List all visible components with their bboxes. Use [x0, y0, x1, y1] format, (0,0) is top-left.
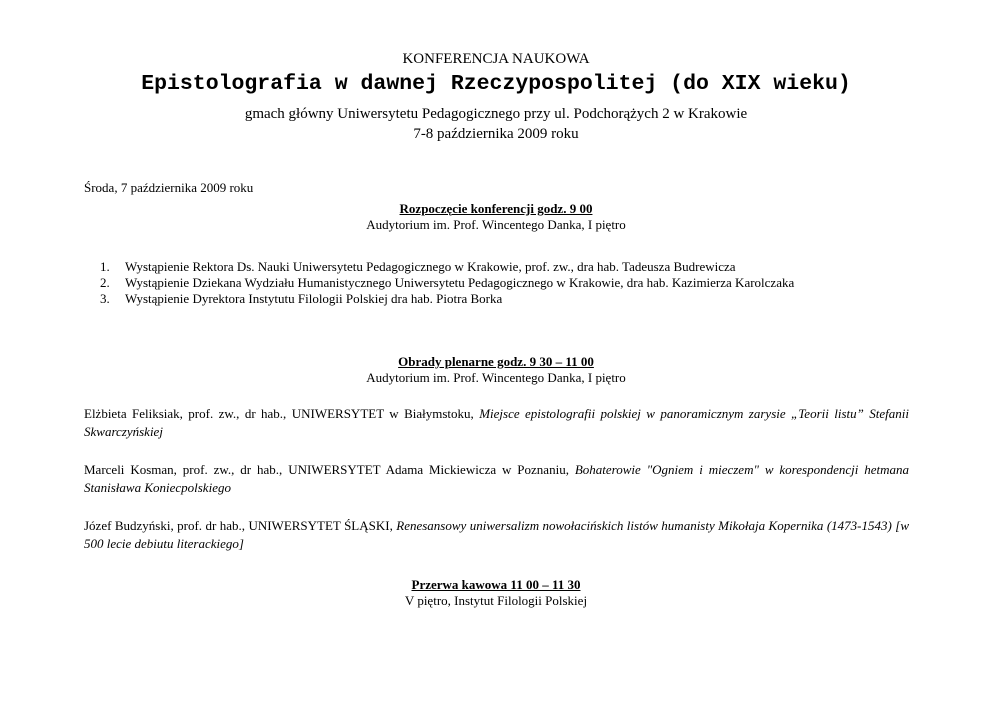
- opening-heading: Rozpoczęcie konferencji godz. 9 00: [399, 201, 593, 216]
- talk-speaker: Elżbieta Feliksiak, prof. zw., dr hab., UNIWERSYTET w Białymstoku,: [84, 406, 480, 421]
- coffee-break-location: V piętro, Instytut Filologii Polskiej: [404, 593, 588, 608]
- plenary-location: Audytorium im. Prof. Wincentego Danka, I piętro: [366, 370, 626, 385]
- list-item-text: Wystąpienie Rektora Ds. Nauki Uniwersytetu Pedagogicznego w Krakowie, prof. zw., dra hab. Tadeusza Budrewicza: [125, 259, 736, 274]
- conference-subtitle: [0, 104, 992, 144]
- talk-speaker: Marceli Kosman, prof. zw., dr hab., UNIWERSYTET Adama Mickiewicza w Poznaniu,: [84, 462, 575, 477]
- opening-speeches-list: [100, 259, 794, 307]
- talk-entry: [84, 517, 909, 553]
- talk-entry: [84, 461, 909, 497]
- conference-dates: 7-8 października 2009 roku: [413, 126, 579, 142]
- talk-entry: [84, 405, 909, 441]
- conference-venue: gmach główny Uniwersytetu Pedagogicznego przy ul. Podchorążych 2 w Krakowie: [244, 106, 748, 122]
- list-item: [100, 259, 794, 275]
- list-item-number: 3.: [100, 291, 110, 306]
- conference-kicker: KONFERENCJA NAUKOWA: [402, 51, 590, 67]
- plenary-section-header: [0, 354, 992, 386]
- list-item: [100, 275, 794, 291]
- list-item-number: 1.: [100, 259, 110, 274]
- talk-speaker: Józef Budzyński, prof. dr hab., UNIWERSYTET ŚLĄSKI,: [84, 518, 397, 533]
- talk-title: Miejsce epistolografii polskiej w panoramicznym zarysie „Teorii listu” Stefanii Skwarczyńskiej: [84, 406, 909, 439]
- coffee-break-header: [0, 577, 992, 609]
- list-item-text: Wystąpienie Dziekana Wydziału Humanistycznego Uniwersytetu Pedagogicznego w Krakowie, dra hab. Kazimierza Karolczaka: [125, 275, 795, 290]
- list-item-number: 2.: [100, 275, 110, 290]
- conference-title: Epistolografia w dawnej Rzeczypospolitej (do XIX wieku): [141, 72, 851, 96]
- coffee-break-heading: Przerwa kawowa 11 00 – 11 30: [411, 577, 581, 592]
- list-item-text: Wystąpienie Dyrektora Instytutu Filologii Polskiej dra hab. Piotra Borka: [125, 291, 503, 306]
- opening-location: Audytorium im. Prof. Wincentego Danka, I piętro: [366, 217, 626, 232]
- plenary-heading: Obrady plenarne godz. 9 30 – 11 00: [398, 354, 594, 369]
- talk-title: Bohaterowie "Ogniem i mieczem" w korespondencji hetmana Stanisława Koniecpolskiego: [84, 462, 909, 495]
- talk-title: Renesansowy uniwersalizm nowołacińskich listów humanisty Mikołaja Kopernika (1473-1543) [w 500 lecie debiutu literackiego]: [84, 518, 909, 551]
- day-label: Środa, 7 października 2009 roku: [84, 180, 254, 195]
- opening-section-header: [0, 201, 992, 233]
- list-item: [100, 291, 794, 307]
